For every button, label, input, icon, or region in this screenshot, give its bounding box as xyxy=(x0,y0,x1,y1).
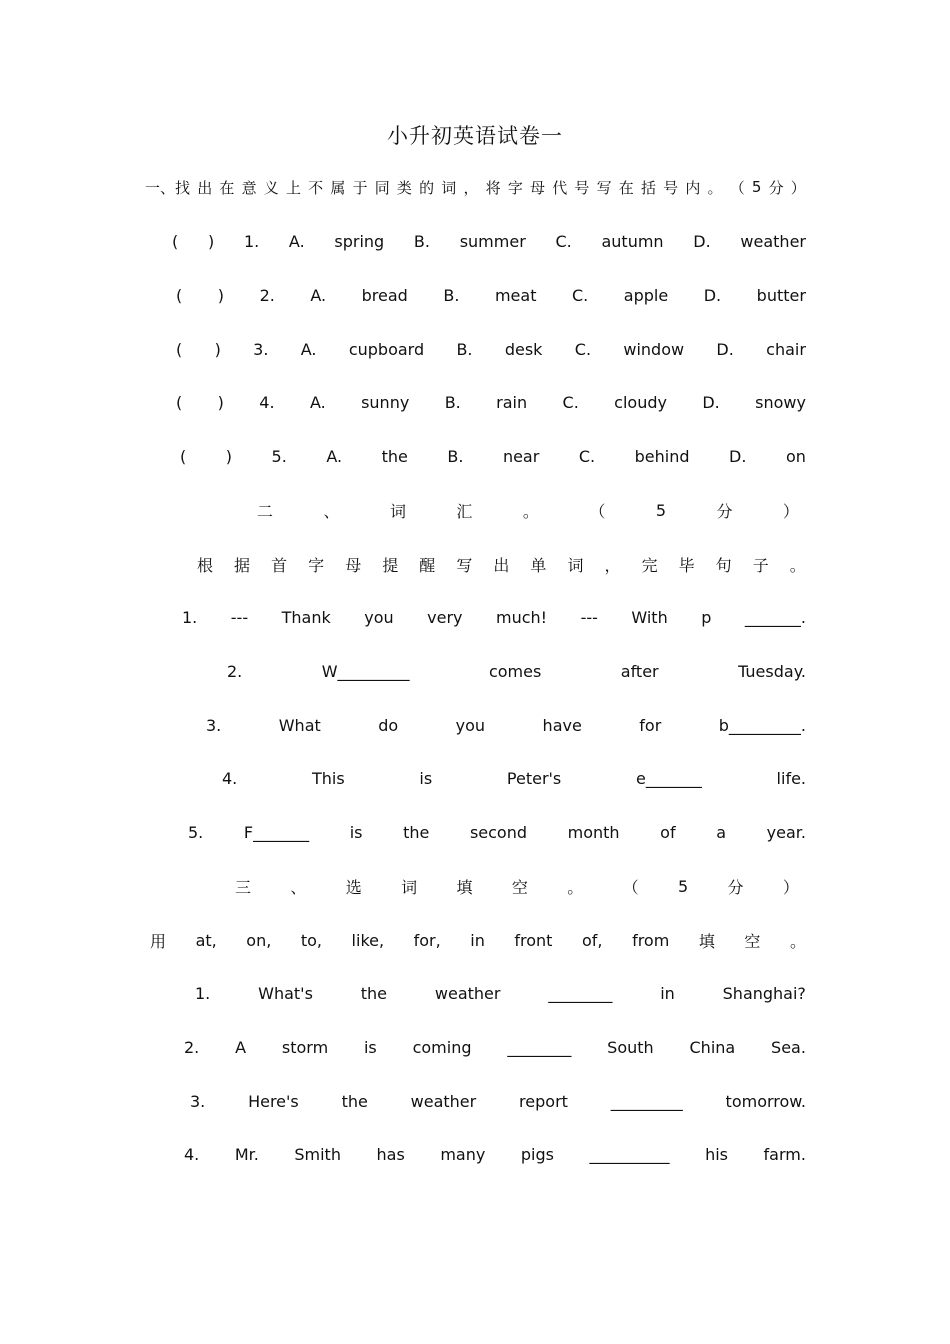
token: Tuesday. xyxy=(738,661,806,681)
token: of xyxy=(660,822,676,842)
token: 字 xyxy=(308,555,325,575)
token: sunny xyxy=(361,392,410,412)
token: 据 xyxy=(234,555,251,575)
token: on, xyxy=(246,930,272,950)
token: --- xyxy=(230,607,249,627)
token: like, xyxy=(351,930,385,950)
token: C. xyxy=(578,446,596,466)
token: storm xyxy=(281,1037,329,1057)
token: is xyxy=(419,768,433,788)
section3-instruction xyxy=(150,925,806,955)
token: at, xyxy=(195,930,217,950)
token: 母 xyxy=(530,178,546,197)
token: month xyxy=(567,822,620,842)
token: 字 xyxy=(507,178,523,197)
token: his xyxy=(705,1144,728,1164)
token: ） xyxy=(782,501,799,521)
token: B. xyxy=(443,285,460,305)
fill-item xyxy=(227,656,806,686)
token: for, xyxy=(413,930,441,950)
token: D. xyxy=(693,231,711,251)
token: 4. xyxy=(184,1144,200,1164)
token: 三 xyxy=(235,877,252,897)
token: summer xyxy=(459,231,526,251)
token: 填 xyxy=(698,931,715,951)
token: 3. xyxy=(253,339,269,359)
token: Thank xyxy=(281,607,331,627)
token: very xyxy=(427,607,463,627)
question-row xyxy=(176,280,806,310)
token: 在 xyxy=(219,178,235,197)
token: 内 xyxy=(685,178,701,197)
token: p xyxy=(701,607,712,627)
token: ， xyxy=(463,178,479,197)
token: 4. xyxy=(222,768,238,788)
token: in xyxy=(660,983,675,1003)
token: 、 xyxy=(290,877,307,897)
token: （ xyxy=(729,178,745,197)
token: rain xyxy=(496,392,528,412)
token: 。 xyxy=(789,555,806,575)
token: 于 xyxy=(352,178,368,197)
token: for xyxy=(639,715,662,735)
token: 1. xyxy=(195,983,211,1003)
token: What's xyxy=(258,983,313,1003)
token: bread xyxy=(361,285,408,305)
token: D. xyxy=(729,446,747,466)
token: 。 xyxy=(707,178,723,197)
token: year. xyxy=(766,822,806,842)
token: C. xyxy=(562,392,579,412)
token: 。 xyxy=(789,931,806,951)
cloze-item xyxy=(184,1032,806,1062)
token: 的 xyxy=(419,178,435,197)
token: 5. xyxy=(271,446,287,466)
token: ) xyxy=(217,285,225,305)
token: 分 xyxy=(768,178,784,197)
section1-heading xyxy=(145,172,806,202)
token: desk xyxy=(504,339,543,359)
question-row xyxy=(172,226,806,256)
token: 提 xyxy=(382,555,399,575)
token: D. xyxy=(716,339,734,359)
token: have xyxy=(542,715,582,735)
token: 2. xyxy=(184,1037,200,1057)
token: 汇 xyxy=(456,501,473,521)
token: 空 xyxy=(511,877,528,897)
fill-item xyxy=(206,710,806,740)
token: the xyxy=(403,822,430,842)
token: 写 xyxy=(596,178,612,197)
token: ( xyxy=(176,339,183,359)
token: --- xyxy=(580,607,598,627)
token: you xyxy=(455,715,486,735)
token: the xyxy=(381,446,408,466)
token: China xyxy=(689,1037,736,1057)
token: on xyxy=(785,446,806,466)
token: 号 xyxy=(574,178,590,197)
token: B. xyxy=(444,392,461,412)
token: ) xyxy=(217,392,224,412)
token: B. xyxy=(413,231,430,251)
token: 出 xyxy=(493,555,510,575)
cloze-item xyxy=(184,1139,806,1169)
token: 写 xyxy=(456,555,473,575)
token: near xyxy=(502,446,540,466)
token: ________ xyxy=(507,1037,572,1057)
token: 在 xyxy=(618,178,634,197)
token: A xyxy=(235,1037,247,1057)
token: farm. xyxy=(763,1144,806,1164)
token: second xyxy=(469,822,528,842)
token: 分 xyxy=(716,501,733,521)
token: Sea. xyxy=(771,1037,806,1057)
token: 首 xyxy=(271,555,288,575)
token: of, xyxy=(582,930,603,950)
token: South xyxy=(607,1037,654,1057)
token: C. xyxy=(555,231,572,251)
token: the xyxy=(341,1091,368,1111)
token: 分 xyxy=(727,877,744,897)
fill-item xyxy=(182,602,806,632)
token: A. xyxy=(310,285,327,305)
token: do xyxy=(378,715,399,735)
question-row xyxy=(180,441,806,471)
token: 不 xyxy=(308,178,324,197)
fill-item xyxy=(188,817,806,847)
token: 5 xyxy=(678,876,689,896)
token: __________ xyxy=(589,1144,670,1164)
token: 上 xyxy=(285,178,301,197)
token: F_______ xyxy=(243,822,310,842)
token: is xyxy=(363,1037,377,1057)
token: 二 xyxy=(257,501,274,521)
token: snowy xyxy=(755,392,806,412)
token: Mr. xyxy=(234,1144,259,1164)
token: in xyxy=(470,930,485,950)
token: A. xyxy=(309,392,326,412)
token: 、 xyxy=(323,501,340,521)
token: cloudy xyxy=(614,392,667,412)
token: behind xyxy=(634,446,690,466)
page-title: 小升初英语试卷一 xyxy=(387,124,563,148)
token: Smith xyxy=(294,1144,341,1164)
token: to, xyxy=(300,930,322,950)
token: front xyxy=(514,930,553,950)
token: 代 xyxy=(552,178,568,197)
question-row xyxy=(176,387,806,417)
token: With xyxy=(631,607,668,627)
token: 将 xyxy=(485,178,501,197)
token: Shanghai? xyxy=(722,983,806,1003)
token: apple xyxy=(623,285,669,305)
token: D. xyxy=(702,392,720,412)
token: 出 xyxy=(197,178,213,197)
token: 。 xyxy=(567,877,584,897)
token: cupboard xyxy=(348,339,425,359)
token: window xyxy=(623,339,685,359)
token: after xyxy=(620,661,659,681)
token: ) xyxy=(207,231,215,251)
token: ( xyxy=(176,392,183,412)
token: 词 xyxy=(401,877,418,897)
question-row xyxy=(176,334,806,364)
section2-instruction xyxy=(197,549,806,579)
token: 用 xyxy=(150,931,167,951)
token: ， xyxy=(604,555,621,575)
token: ________ xyxy=(548,983,613,1003)
token: _______. xyxy=(744,607,806,627)
token: butter xyxy=(756,285,806,305)
token: ) xyxy=(214,339,221,359)
token: 2. xyxy=(259,285,275,305)
token: 词 xyxy=(567,555,584,575)
cloze-item xyxy=(190,1086,806,1116)
token: _________ xyxy=(610,1091,683,1111)
token: report xyxy=(519,1091,568,1111)
token: a xyxy=(716,822,727,842)
token: A. xyxy=(326,446,343,466)
token: A. xyxy=(288,231,305,251)
token: many xyxy=(440,1144,486,1164)
token: Here's xyxy=(248,1091,299,1111)
token: you xyxy=(364,607,394,627)
token: tomorrow. xyxy=(725,1091,806,1111)
token: 词 xyxy=(389,501,406,521)
token: 填 xyxy=(456,877,473,897)
token: 5 xyxy=(751,178,762,196)
token: 同 xyxy=(374,178,390,197)
token: 5 xyxy=(655,500,666,520)
token: pigs xyxy=(520,1144,554,1164)
token: coming xyxy=(412,1037,472,1057)
token: D. xyxy=(703,285,722,305)
token: A. xyxy=(300,339,317,359)
token: 根 xyxy=(197,555,214,575)
token: C. xyxy=(572,285,589,305)
token: 号 xyxy=(663,178,679,197)
token: ） xyxy=(782,877,799,897)
token: 1. xyxy=(243,231,260,251)
token: 空 xyxy=(744,931,761,951)
token: ( xyxy=(180,446,187,466)
token: e_______ xyxy=(635,768,702,788)
token: from xyxy=(632,930,670,950)
token: 1. xyxy=(182,607,198,627)
section2-heading xyxy=(257,495,799,525)
token: comes xyxy=(488,661,542,681)
token: the xyxy=(360,983,388,1003)
token: has xyxy=(376,1144,405,1164)
token: weather xyxy=(410,1091,477,1111)
token: 一、找 xyxy=(145,178,191,197)
cloze-item xyxy=(195,978,806,1008)
token: 意 xyxy=(241,178,257,197)
section3-heading xyxy=(235,871,799,901)
token: 属 xyxy=(330,178,346,197)
token: 选 xyxy=(345,877,362,897)
token: B. xyxy=(447,446,464,466)
token: b_________. xyxy=(718,715,806,735)
token: 句 xyxy=(715,555,732,575)
token: What xyxy=(278,715,321,735)
fill-item xyxy=(222,763,806,793)
token: 。 xyxy=(522,501,539,521)
token: B. xyxy=(456,339,473,359)
token: Peter's xyxy=(506,768,562,788)
token: 类 xyxy=(396,178,412,197)
token: 2. xyxy=(227,661,243,681)
token: chair xyxy=(766,339,806,359)
token: ( xyxy=(176,285,183,305)
token: 5. xyxy=(188,822,204,842)
token: 单 xyxy=(530,555,547,575)
token: ( xyxy=(172,231,179,251)
token: life. xyxy=(776,768,806,788)
token: weather xyxy=(434,983,501,1003)
token: 4. xyxy=(259,392,275,412)
token: 母 xyxy=(345,555,362,575)
token: 毕 xyxy=(678,555,695,575)
token: weather xyxy=(740,231,806,251)
token: ) xyxy=(225,446,233,466)
token: C. xyxy=(574,339,592,359)
token: 完 xyxy=(641,555,658,575)
token: autumn xyxy=(601,231,664,251)
token: W_________ xyxy=(321,661,410,681)
token: spring xyxy=(334,231,385,251)
token: This xyxy=(311,768,345,788)
token: （ xyxy=(589,501,606,521)
token: 词 xyxy=(441,178,457,197)
token: 括 xyxy=(640,178,656,197)
token: is xyxy=(349,822,363,842)
token: 醒 xyxy=(419,555,436,575)
token: much! xyxy=(495,607,548,627)
token: 3. xyxy=(206,715,222,735)
token: 子 xyxy=(752,555,769,575)
token: 义 xyxy=(263,178,279,197)
token: 3. xyxy=(190,1091,206,1111)
token: （ xyxy=(622,877,639,897)
token: meat xyxy=(494,285,537,305)
token: ） xyxy=(790,178,806,197)
